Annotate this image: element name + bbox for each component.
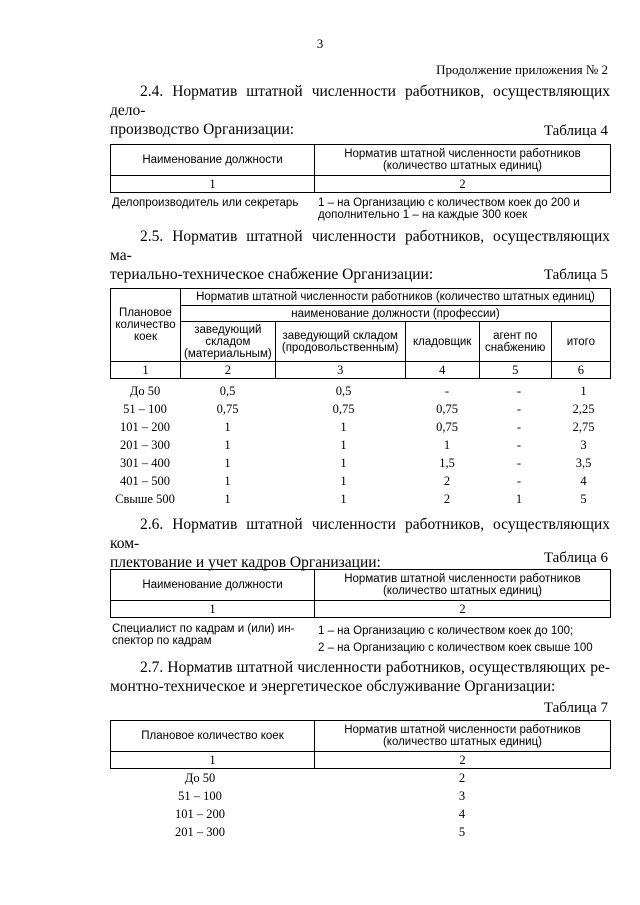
table-6-colnum-1: 1 (111, 601, 315, 618)
table-row: 201 – 300 1 1 1 - 3 (120, 438, 587, 452)
table-row: 401 – 500 1 1 2 - 4 (120, 474, 587, 488)
section-2-6-line1: 2.6. Норматив штатной численности работников, осуществляющих ком- (110, 516, 610, 552)
section-2-7-line2: монтно-техническое и энергетическое обслуживание Организации: (110, 678, 556, 695)
table-row: 201 – 300 5 (175, 825, 466, 839)
table-7-header-beds: Плановое количество коек (111, 721, 315, 752)
table-6-row-value: 1 – на Организацию с количеством коек до 100; 2 – на Организацию с количеством коек свыше 100 (318, 625, 593, 654)
section-2-6-paragraph (110, 515, 610, 572)
table-4 (110, 144, 611, 193)
continuation-note: Продолжение приложения № 2 (436, 62, 608, 77)
table-4-colnum-1: 1 (111, 176, 315, 193)
table-4-row-value: 1 – на Организацию с количеством коек до 200 и дополнительно 1 – на каждые 300 коек (318, 197, 580, 221)
table-5-header-norm: Норматив штатной численности работников (количество штатных единиц) (181, 289, 611, 306)
section-2-4-line1: 2.4. Норматив штатной численности работников, осуществляющих дело- (110, 83, 610, 119)
table-4-header-position: Наименование должности (111, 145, 315, 176)
page-number: 3 (316, 36, 324, 51)
table-5-colnum-6: 6 (551, 362, 610, 379)
table-row: Свыше 500 1 1 2 1 5 (115, 492, 587, 506)
table-7-header-norm: Норматив штатной численности работников (количество штатных единиц) (315, 721, 611, 752)
table-5-colnum-4: 4 (405, 362, 479, 379)
table-5 (110, 288, 611, 379)
table-4-label: Таблица 4 (543, 123, 608, 139)
section-2-6-line2: плектование и учет кадров Организации: (110, 554, 381, 571)
table-5-colnum-2: 2 (181, 362, 276, 379)
table-row: 51 – 100 3 (178, 789, 466, 803)
table-6-colnum-2: 2 (315, 601, 611, 618)
table-6-row-name: Специалист по кадрам и (или) ин- спектор по кадрам (112, 623, 295, 647)
table-5-label: Таблица 5 (543, 267, 608, 283)
table-6-header-position: Наименование должности (111, 570, 315, 601)
table-4-row-name: Делопроизводитель или секретарь (112, 197, 299, 209)
section-2-7-line1: 2.7. Норматив штатной численности работников, осуществляющих ре- (140, 659, 610, 676)
table-4-colnum-2: 2 (315, 176, 611, 193)
table-5-header-prof1: заведующий складом (материальным) (181, 322, 276, 362)
table-7 (110, 720, 611, 769)
table-row: 301 – 400 1 1 1,5 - 3,5 (120, 456, 592, 470)
table-7-label: Таблица 7 (543, 700, 608, 716)
table-5-header-prof4: агент по снабжению (479, 322, 551, 362)
table-row: 101 – 200 1 1 0,75 - 2,75 (120, 420, 595, 434)
table-5-colnum-5: 5 (479, 362, 551, 379)
table-row: До 50 0,5 0,5 - - 1 (129, 384, 587, 398)
table-5-colnum-3: 3 (275, 362, 405, 379)
table-4-header-norm: Норматив штатной численности работников (количество штатных единиц) (315, 145, 611, 176)
table-5-header-prof3: кладовщик (405, 322, 479, 362)
table-5-header-prof2: заведующий складом (продовольственным) (275, 322, 405, 362)
table-6-header-norm: Норматив штатной численности работников (количество штатных единиц) (315, 570, 611, 601)
table-5-colnum-1: 1 (111, 362, 181, 379)
section-2-5-line1: 2.5. Норматив штатной численности работников, осуществляющих ма- (110, 228, 610, 264)
table-row: 51 – 100 0,75 0,75 0,75 - 2,25 (123, 402, 595, 416)
section-2-5-line2: териально-техническое снабжение Организации: (110, 266, 434, 283)
section-2-4-paragraph (110, 82, 610, 139)
section-2-5-paragraph (110, 227, 610, 284)
table-5-header-prof5: итого (551, 322, 610, 362)
section-2-7-paragraph (110, 658, 610, 696)
section-2-4-line2: производство Организации: (110, 121, 295, 138)
table-row: 101 – 200 4 (175, 807, 466, 821)
table-row: До 50 2 (184, 771, 466, 785)
table-5-header-beds: Плановое количество коек (111, 289, 181, 362)
table-6 (110, 569, 611, 618)
table-5-header-profession: наименование должности (профессии) (181, 306, 611, 322)
table-7-colnum-1: 1 (111, 752, 315, 769)
table-6-label: Таблица 6 (543, 550, 608, 566)
table-7-colnum-2: 2 (315, 752, 611, 769)
